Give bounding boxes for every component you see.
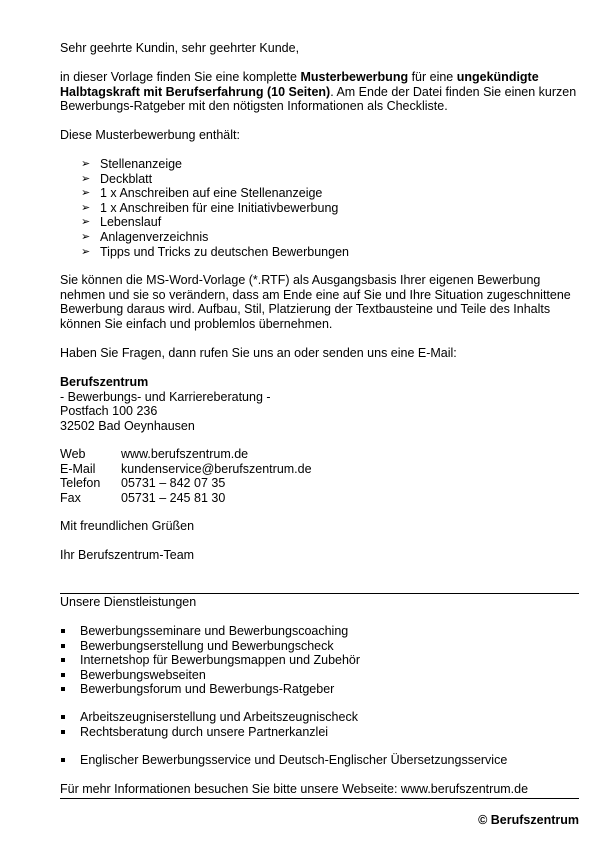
square-bullet-icon bbox=[61, 715, 65, 719]
list-item: ➢ Deckblatt bbox=[81, 171, 153, 186]
intro-text-3: . Am Ende der Datei finden Sie einen kurzen Bewerbungs-Ratgeber mit den nötigsten Informationen als Checkliste. bbox=[60, 84, 577, 114]
contents-list bbox=[60, 157, 580, 259]
arrow-bullet-icon: ➢ bbox=[81, 158, 91, 170]
list-item: Bewerbungserstellung und Bewerbungscheck bbox=[60, 639, 580, 654]
divider-bottom bbox=[60, 798, 579, 799]
list-item: ➢ 1 x Anschreiben auf eine Stellenanzeige bbox=[81, 186, 323, 201]
address-block bbox=[60, 375, 580, 433]
list-item: Arbeitszeugniserstellung und Arbeitszeugnischeck bbox=[60, 710, 580, 725]
questions-line: Haben Sie Fragen, dann rufen Sie uns an oder senden uns eine E-Mail: bbox=[60, 346, 457, 360]
signature: Ihr Berufszentrum-Team bbox=[60, 548, 195, 562]
arrow-bullet-icon: ➢ bbox=[81, 187, 91, 200]
contact-value: kundenservice@berufszentrum.de bbox=[121, 461, 312, 476]
address-line: Postfach 100 236 bbox=[60, 404, 158, 419]
arrow-bullet-icon: ➢ bbox=[81, 172, 91, 185]
arrow-bullet-icon: ➢ bbox=[81, 216, 91, 229]
square-bullet-icon bbox=[61, 730, 65, 734]
contact-label: Telefon bbox=[60, 476, 101, 491]
services-heading: Unsere Dienstleistungen bbox=[60, 595, 197, 609]
list-item: Englischer Bewerbungsservice und Deutsch-Englischer Übersetzungsservice bbox=[60, 753, 580, 768]
contact-row-fax bbox=[60, 491, 580, 506]
more-info-line: Für mehr Informationen besuchen Sie bitte unsere Webseite: www.berufszentrum.de bbox=[60, 782, 529, 796]
contact-label: Fax bbox=[60, 490, 81, 505]
contact-row-email bbox=[60, 462, 580, 477]
list-item: Rechtsberatung durch unsere Partnerkanzlei bbox=[60, 725, 580, 740]
square-bullet-icon bbox=[61, 644, 65, 648]
list-item: ➢ Anlagenverzeichnis bbox=[81, 229, 209, 244]
intro-bold-2: ungekündigte Halbtagskraft mit Berufserfahrung (10 Seiten) bbox=[60, 70, 539, 99]
arrow-bullet-icon: ➢ bbox=[81, 201, 91, 214]
contact-label: Web bbox=[60, 447, 86, 461]
list-item: Bewerbungswebseiten bbox=[60, 668, 580, 683]
copyright: © Berufszentrum bbox=[478, 813, 579, 827]
services-list-3 bbox=[60, 753, 580, 768]
contact-block bbox=[60, 447, 580, 505]
contact-value: www.berufszentrum.de bbox=[121, 447, 249, 461]
intro-paragraph bbox=[60, 70, 580, 114]
list-item: ➢ Lebenslauf bbox=[81, 215, 162, 230]
square-bullet-icon bbox=[61, 687, 65, 691]
contact-value: 05731 – 245 81 30 bbox=[121, 490, 226, 505]
square-bullet-icon bbox=[61, 629, 65, 633]
address-line: 32502 Bad Oeynhausen bbox=[60, 418, 195, 433]
intro-text-1: in dieser Vorlage finden Sie eine komplette bbox=[60, 70, 301, 84]
intro-bold-1: Musterbewerbung bbox=[300, 70, 409, 84]
intro-text-2: für eine bbox=[408, 70, 457, 84]
list-item: ➢ 1 x Anschreiben für eine Initiativbewerbung bbox=[81, 200, 339, 215]
list-item: Bewerbungsforum und Bewerbungs-Ratgeber bbox=[60, 682, 580, 697]
salutation: Sehr geehrte Kundin, sehr geehrter Kunde, bbox=[60, 41, 300, 55]
contact-value: 05731 – 842 07 35 bbox=[121, 476, 226, 491]
list-item: ➢ Stellenanzeige bbox=[81, 157, 183, 171]
list-item: Bewerbungsseminare und Bewerbungscoaching bbox=[60, 624, 580, 639]
services-list-1 bbox=[60, 624, 580, 697]
address-line: - Bewerbungs- und Karriereberatung - bbox=[60, 389, 271, 404]
list-item: ➢ Tipps und Tricks zu deutschen Bewerbungen bbox=[81, 244, 349, 259]
square-bullet-icon bbox=[61, 673, 65, 677]
divider-top bbox=[60, 593, 579, 594]
contact-label: E-Mail bbox=[60, 461, 96, 476]
company-name: Berufszentrum bbox=[60, 375, 149, 389]
contact-row-web bbox=[60, 447, 580, 462]
arrow-bullet-icon: ➢ bbox=[81, 230, 91, 243]
arrow-bullet-icon: ➢ bbox=[81, 245, 91, 258]
square-bullet-icon bbox=[61, 758, 65, 762]
closing: Mit freundlichen Grüßen bbox=[60, 519, 195, 533]
contact-row-phone bbox=[60, 476, 580, 491]
list-item: Internetshop für Bewerbungsmappen und Zubehör bbox=[60, 653, 580, 668]
square-bullet-icon bbox=[61, 658, 65, 662]
services-list-2 bbox=[60, 710, 580, 739]
contents-heading: Diese Musterbewerbung enthält: bbox=[60, 128, 240, 142]
word-template-paragraph: Sie können die MS-Word-Vorlage (*.RTF) als Ausgangsbasis Ihrer eigenen Bewerbung nehmen und sie so verändern, dass am Ende eine auf Sie und Ihre Situation zugeschnittene Bewerbung daraus wird. Aufbau, Stil, Platzierung der Textbausteine und Teile des Inhalts können Sie einfach und problemlos übernehmen. bbox=[60, 273, 571, 331]
